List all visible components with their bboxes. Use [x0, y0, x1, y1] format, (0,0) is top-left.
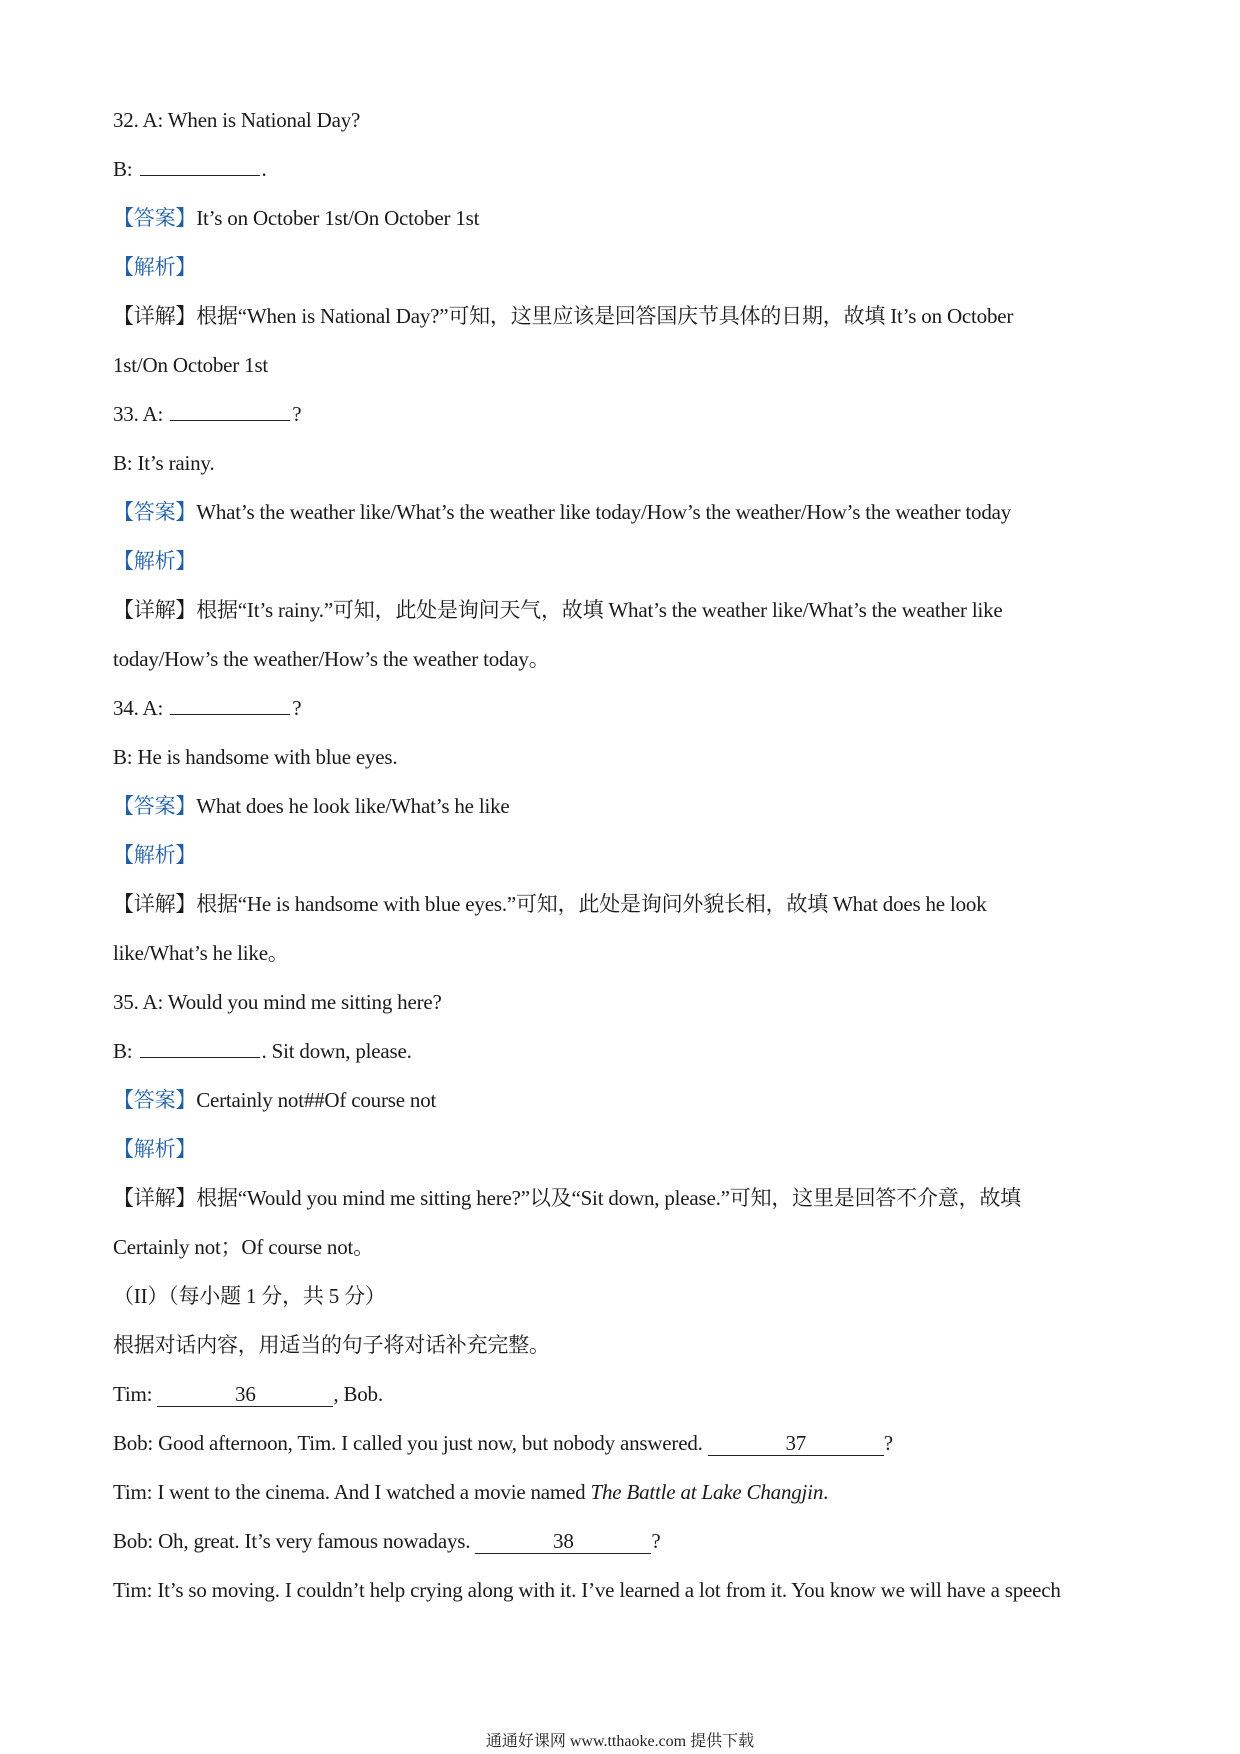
q32-reply	[113, 155, 267, 183]
dialogue-suffix: , Bob.	[333, 1382, 383, 1406]
dialogue-speaker-text: Tim: I went to the cinema. And I watched a movie named	[113, 1480, 591, 1504]
detail-tag: 【详解】	[113, 892, 197, 916]
dialogue-speaker-text: Tim:	[113, 1382, 158, 1406]
answer-tag: 【答案】	[113, 1088, 197, 1112]
answer-blank	[140, 155, 260, 176]
q34-analysis-tag: 【解析】	[113, 843, 197, 867]
detail-tag: 【详解】	[113, 598, 197, 622]
q35-analysis-tag: 【解析】	[113, 1137, 197, 1161]
q34-prompt-prefix: 34. A:	[113, 696, 169, 720]
q34-detail-line-2: like/What’s he like。	[113, 941, 289, 965]
q33-prompt-suffix: ?	[292, 402, 302, 426]
q35-reply-suffix: . Sit down, please.	[261, 1039, 412, 1063]
answer-tag: 【答案】	[113, 794, 197, 818]
q33-prompt	[113, 400, 301, 428]
q34-reply: B: He is handsome with blue eyes.	[113, 745, 398, 769]
dialogue-speaker-text: Bob: Good afternoon, Tim. I called you just now, but nobody answered.	[113, 1431, 708, 1455]
answer-blank	[140, 1037, 260, 1058]
q35-detail-line-2: Certainly not；Of course not。	[113, 1235, 374, 1259]
q33-detail-line-2: today/How’s the weather/How’s the weather today。	[113, 647, 550, 671]
q32-reply-suffix: .	[261, 157, 267, 181]
dialogue-speaker-text: Bob: Oh, great. It’s very famous nowadays.	[113, 1529, 476, 1553]
numbered-blank-36: 36	[157, 1382, 333, 1407]
q32-answer	[113, 204, 479, 232]
q32-detail-text: 根据“When is National Day?”可知，这里应该是回答国庆节具体的日期，故填 It’s on October	[196, 304, 1014, 328]
q33-reply: B: It’s rainy.	[113, 451, 215, 475]
dialogue-line-movie	[113, 1478, 828, 1506]
q35-reply	[113, 1037, 412, 1065]
q33-answer-text: What’s the weather like/What’s the weather like today/How’s the weather/How’s the weather today	[196, 500, 1012, 524]
dialogue-line-36	[113, 1380, 383, 1408]
q35-reply-prefix: B:	[113, 1039, 138, 1063]
q34-answer	[113, 792, 510, 820]
q35-detail-line-1	[113, 1184, 1021, 1212]
q35-detail-text: 根据“Would you mind me sitting here?”以及“Sit down, please.”可知，这里是回答不介意，故填	[196, 1186, 1021, 1210]
q33-answer	[113, 498, 1011, 526]
dialogue-line-38	[113, 1527, 660, 1555]
q32-detail-line-1	[113, 302, 1013, 330]
q34-detail-line-1	[113, 890, 987, 918]
q34-prompt	[113, 694, 301, 722]
dialogue-suffix: ?	[651, 1529, 661, 1553]
q33-detail-line-1	[113, 596, 1003, 624]
q35-answer-text: Certainly not##Of course not	[196, 1088, 437, 1112]
page-footer: 通通好课网 www.tthaoke.com 提供下载	[485, 1733, 755, 1750]
detail-tag: 【详解】	[113, 304, 197, 328]
answer-blank	[170, 400, 290, 421]
answer-tag: 【答案】	[113, 206, 197, 230]
q34-prompt-suffix: ?	[292, 696, 302, 720]
q34-detail-text: 根据“He is handsome with blue eyes.”可知，此处是询问外貌长相，故填 What does he look	[196, 892, 987, 916]
dialogue-line-37	[113, 1429, 893, 1457]
section-instruction: 根据对话内容，用适当的句子将对话补充完整。	[113, 1333, 550, 1357]
answer-tag: 【答案】	[113, 500, 197, 524]
numbered-blank-38: 38	[475, 1529, 651, 1554]
q32-prompt: 32. A: When is National Day?	[113, 108, 361, 132]
q32-reply-prefix: B:	[113, 157, 138, 181]
dialogue-line-speech: Tim: It’s so moving. I couldn’t help crying along with it. I’ve learned a lot from it. You know we will have a speech	[113, 1578, 1061, 1602]
numbered-blank-37: 37	[708, 1431, 884, 1456]
q32-answer-text: It’s on October 1st/On October 1st	[196, 206, 480, 230]
q35-prompt: 35. A: Would you mind me sitting here?	[113, 990, 442, 1014]
q32-detail-line-2: 1st/On October 1st	[113, 353, 269, 377]
detail-tag: 【详解】	[113, 1186, 197, 1210]
movie-title: The Battle at Lake Changjin	[590, 1480, 824, 1504]
q33-detail-text: 根据“It’s rainy.”可知，此处是询问天气，故填 What’s the weather like/What’s the weather like	[196, 598, 1003, 622]
answer-blank	[170, 694, 290, 715]
dialogue-suffix: .	[823, 1480, 829, 1504]
dialogue-suffix: ?	[883, 1431, 893, 1455]
section-header: （II）（每小题 1 分，共 5 分）	[113, 1284, 386, 1308]
q33-prompt-prefix: 33. A:	[113, 402, 169, 426]
q32-analysis-tag: 【解析】	[113, 255, 197, 279]
q33-analysis-tag: 【解析】	[113, 549, 197, 573]
q34-answer-text: What does he look like/What’s he like	[196, 794, 510, 818]
q35-answer	[113, 1086, 436, 1114]
